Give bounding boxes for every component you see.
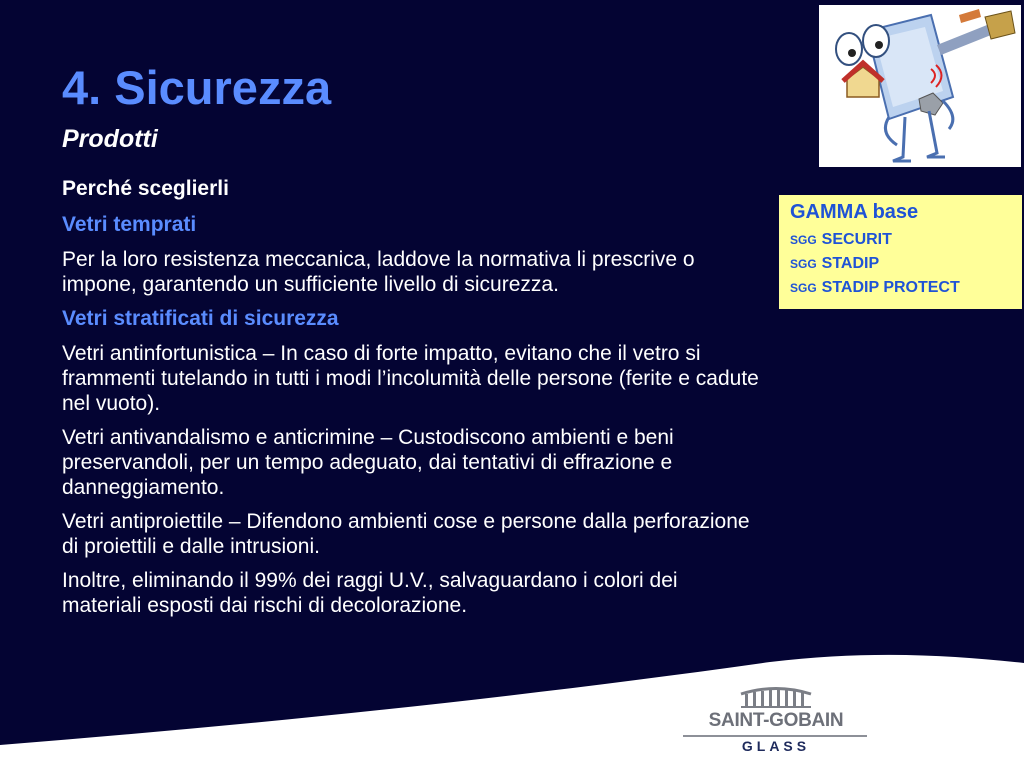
gamma-item-prefix: SGG bbox=[790, 233, 817, 247]
gamma-item-name: STADIP bbox=[821, 255, 880, 272]
paragraph-temprati: Per la loro resistenza meccanica, laddove la normativa li prescrive o impone, garantendo un sufficiente livello di sicurezza. bbox=[62, 248, 695, 296]
paragraph-antinfortunistica: Vetri antinfortunistica – In caso di forte impatto, evitano che il vetro si frammenti tutelando in tutti i modi l’incolumità delle persone (ferite e cadute nel vuoto). bbox=[62, 342, 759, 415]
brand-subname: GLASS bbox=[741, 738, 811, 754]
gamma-item-name: SECURIT bbox=[821, 231, 892, 248]
glass-pane-mascot-icon bbox=[819, 5, 1021, 167]
gamma-item-prefix: SGG bbox=[790, 281, 817, 295]
content-heading: Perché sceglierli bbox=[62, 177, 229, 200]
gamma-base-box bbox=[779, 195, 1022, 309]
section-heading-stratificati: Vetri stratificati di sicurezza bbox=[62, 307, 339, 330]
content-body bbox=[62, 176, 762, 627]
colonnade-logo-icon bbox=[739, 686, 813, 708]
gamma-item-securit bbox=[790, 228, 1022, 252]
paragraph-antiproiettile: Vetri antiproiettile – Difendono ambienti cose e persone dalla perforazione di proiettili e dalle intrusioni. bbox=[62, 510, 750, 558]
glass-mascot-illustration bbox=[819, 5, 1021, 167]
gamma-item-stadip-protect bbox=[790, 276, 1022, 300]
saint-gobain-glass-logo bbox=[683, 686, 869, 762]
brand-name: SAINT-GOBAIN bbox=[708, 710, 844, 731]
gamma-item-name: STADIP PROTECT bbox=[821, 279, 960, 296]
brand-divider bbox=[683, 735, 867, 737]
gamma-item-stadip bbox=[790, 252, 1022, 276]
slide-title: 4. Sicurezza bbox=[62, 61, 332, 114]
gamma-title: GAMMA base bbox=[790, 201, 919, 223]
gamma-item-prefix: SGG bbox=[790, 257, 817, 271]
paragraph-uv-protection: Inoltre, eliminando il 99% dei raggi U.V., salvaguardano i colori dei materiali esposti dai rischi di decolorazione. bbox=[62, 569, 678, 617]
paragraph-antivandalismo: Vetri antivandalismo e anticrimine – Custodiscono ambienti e beni preservandoli, per un tempo adeguato, dai tentativi di effrazione e danneggiamento. bbox=[62, 426, 674, 499]
section-heading-temprati: Vetri temprati bbox=[62, 213, 197, 236]
slide-subtitle: Prodotti bbox=[62, 125, 158, 153]
